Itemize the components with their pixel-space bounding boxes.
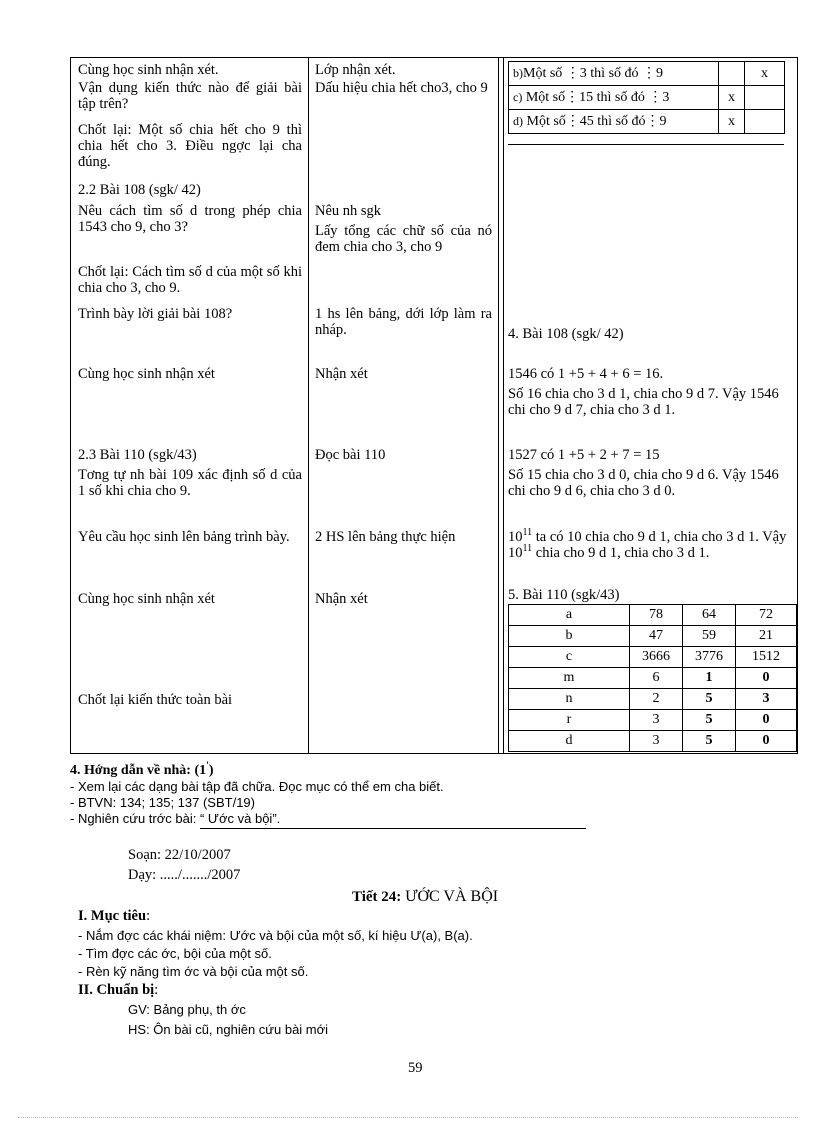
value-cell: 59 <box>683 626 736 647</box>
board-column <box>499 58 799 753</box>
value-cell: 0 <box>736 668 797 689</box>
homework-line: - Xem lại các dạng bài tập đã chữa. Đọc mục có thể em cha biết. <box>70 779 444 794</box>
text-span: chia cho 9 d 1, chia cho 3 d 1. <box>532 545 710 561</box>
table-row <box>509 647 797 668</box>
false-cell <box>745 86 785 110</box>
board-text: Số 16 chia cho 3 d 1, chia cho 9 d 7. Vậy 1546 chi cho 9 d 7, chia cho 3 d 1. <box>508 386 779 418</box>
section-separator <box>200 828 586 829</box>
text-span: 10 <box>508 529 523 545</box>
teacher-text: Cùng học sinh nhận xét. <box>78 62 219 78</box>
row-label-cell: b <box>509 626 630 647</box>
value-cell: 2 <box>630 689 683 710</box>
homework-line: - BTVN: 134; 135; 137 (SBT/19) <box>70 795 255 810</box>
true-false-table <box>508 61 785 134</box>
exercise-110-title: 5. Bài 110 (sgk/43) <box>508 587 620 603</box>
section-heading: II. Chuẩn bị <box>78 982 155 998</box>
student-text: Lớp nhận xét. <box>315 62 396 78</box>
table-row <box>509 626 797 647</box>
item-label: d) <box>513 114 523 128</box>
table-row <box>509 605 797 626</box>
value-cell: 1512 <box>736 647 797 668</box>
lesson-number: Tiết 24: <box>352 889 402 905</box>
value-cell: 3666 <box>630 647 683 668</box>
row-label-cell: c <box>509 647 630 668</box>
teaching-date: Dạy: ...../......./2007 <box>128 867 241 883</box>
lesson-title <box>352 889 498 905</box>
teacher-text: 2.3 Bài 110 (sgk/43) <box>78 447 197 463</box>
statement-cell <box>509 62 719 86</box>
false-cell: x <box>745 62 785 86</box>
lesson-table <box>70 57 798 754</box>
student-text: Lấy tổng các chữ số của nó đem chia cho 3, cho 9 <box>315 223 492 255</box>
objective-line: - Rèn kỹ năng tìm ớc và bội của một số. <box>78 964 309 979</box>
value-cell: 6 <box>630 668 683 689</box>
teacher-text: Chốt lại: Một số chia hết cho 9 thì chia hết cho 3. Điều ngợc lại cha đúng. <box>78 122 302 170</box>
student-column <box>309 58 499 753</box>
student-text: Nhận xét <box>315 591 368 607</box>
statement-text: Một số⋮45 thì số đó⋮9 <box>526 114 667 129</box>
row-label-cell: a <box>509 605 630 626</box>
page-number: 59 <box>408 1060 423 1076</box>
section-preparation <box>78 983 158 998</box>
exercise-110-table <box>508 604 797 752</box>
value-cell: 5 <box>683 689 736 710</box>
column-divider <box>503 58 504 753</box>
true-cell: x <box>719 110 745 134</box>
exponent: 11 <box>522 527 533 539</box>
student-text: 1 hs lên bảng, dới lớp làm ra nháp. <box>315 306 492 338</box>
heading-colon: : <box>154 982 159 998</box>
footer-dotted-line <box>18 1117 798 1118</box>
table-row <box>509 710 797 731</box>
heading-colon: : <box>146 908 151 924</box>
teacher-text: Chốt lại kiến thức toàn bài <box>78 692 233 708</box>
homework-line: - Nghiên cứu trớc bài: “ Ước và bội”. <box>70 811 281 826</box>
row-label-cell: m <box>509 668 630 689</box>
heading-text: ) <box>208 763 214 778</box>
value-cell: 3776 <box>683 647 736 668</box>
value-cell: 3 <box>630 731 683 752</box>
statement-cell <box>509 110 719 134</box>
board-text <box>508 529 793 561</box>
value-cell: 21 <box>736 626 797 647</box>
student-text: Nêu nh sgk <box>315 203 382 219</box>
heading-text: 4. Hớng dẫn về nhà: (1 <box>70 763 207 778</box>
item-label: b) <box>513 66 523 80</box>
table-row <box>509 668 797 689</box>
row-label-cell: r <box>509 710 630 731</box>
teacher-text: Cùng học sinh nhận xét <box>78 366 215 382</box>
section-objectives <box>78 909 150 924</box>
teacher-text: Cùng học sinh nhận xét <box>78 591 215 607</box>
student-text: Dấu hiệu chia hết cho3, cho 9 <box>315 80 488 96</box>
value-cell: 5 <box>683 710 736 731</box>
teacher-text: 2.2 Bài 108 (sgk/ 42) <box>78 182 201 198</box>
section-heading: I. Mục tiêu <box>78 908 147 924</box>
student-text: 2 HS lên bảng thực hiện <box>315 529 456 545</box>
row-label-cell: n <box>509 689 630 710</box>
teacher-text: Tơng tự nh bài 109 xác định số d của 1 số khi chia cho 9. <box>78 467 302 499</box>
divider-line <box>508 144 784 145</box>
value-cell: 3 <box>630 710 683 731</box>
table-row <box>509 110 785 134</box>
statement-text: Một số⋮15 thì số đó ⋮3 <box>525 90 670 105</box>
value-cell: 78 <box>630 605 683 626</box>
teacher-text: Vận dụng kiến thức nào để giải bài tập trên? <box>78 80 302 112</box>
value-cell: 64 <box>683 605 736 626</box>
homework-heading <box>70 760 214 778</box>
table-row <box>509 62 785 86</box>
table-row <box>509 731 797 752</box>
lesson-name: ƯỚC VÀ BỘI <box>405 888 499 905</box>
teacher-column <box>71 58 309 753</box>
teacher-text: Nêu cách tìm số d trong phép chia 1543 cho 9, cho 3? <box>78 203 302 235</box>
student-prep: HS: Ôn bài cũ, nghiên cứu bài mới <box>128 1022 329 1037</box>
value-cell: 1 <box>683 668 736 689</box>
true-cell <box>719 62 745 86</box>
teacher-prep: GV: Bảng phụ, th ớc <box>128 1002 246 1017</box>
text-span: ta có 10 chia cho 9 d 1, chia cho 3 d 1. Vậy 10 <box>508 529 787 561</box>
teacher-text: Yêu cầu học sinh lên bảng trình bày. <box>78 529 290 545</box>
exponent: 11 <box>522 543 533 555</box>
teacher-text: Chốt lại: Cách tìm số d của một số khi chia cho 3, cho 9. <box>78 264 302 296</box>
table-row <box>509 86 785 110</box>
item-label: c) <box>513 90 523 104</box>
value-cell: 5 <box>683 731 736 752</box>
statement-text: Một số ⋮3 thì số đó ⋮9 <box>523 66 664 81</box>
student-text: Nhận xét <box>315 366 368 382</box>
student-text: Đọc bài 110 <box>315 447 386 463</box>
heading-sup: ' <box>206 760 209 772</box>
board-text: 1527 có 1 +5 + 2 + 7 = 15 <box>508 447 660 463</box>
value-cell: 47 <box>630 626 683 647</box>
true-cell: x <box>719 86 745 110</box>
value-cell: 0 <box>736 731 797 752</box>
teacher-text: Trình bày lời giải bài 108? <box>78 306 233 322</box>
value-cell: 72 <box>736 605 797 626</box>
objective-line: - Nắm đợc các khái niệm: Ước và bội của một số, kí hiệu Ư(a), B(a). <box>78 928 473 943</box>
board-text: Số 15 chia cho 3 d 0, chia cho 9 d 6. Vậy 1546 chi cho 9 d 6, chia cho 3 d 0. <box>508 467 779 499</box>
board-text: 1546 có 1 +5 + 4 + 6 = 16. <box>508 366 664 382</box>
false-cell <box>745 110 785 134</box>
prepared-date: Soạn: 22/10/2007 <box>128 847 231 863</box>
value-cell: 3 <box>736 689 797 710</box>
value-cell: 0 <box>736 710 797 731</box>
statement-cell <box>509 86 719 110</box>
table-row <box>509 689 797 710</box>
row-label-cell: d <box>509 731 630 752</box>
exercise-108-title: 4. Bài 108 (sgk/ 42) <box>508 326 624 342</box>
objective-line: - Tìm đợc các ớc, bội của một số. <box>78 946 272 961</box>
